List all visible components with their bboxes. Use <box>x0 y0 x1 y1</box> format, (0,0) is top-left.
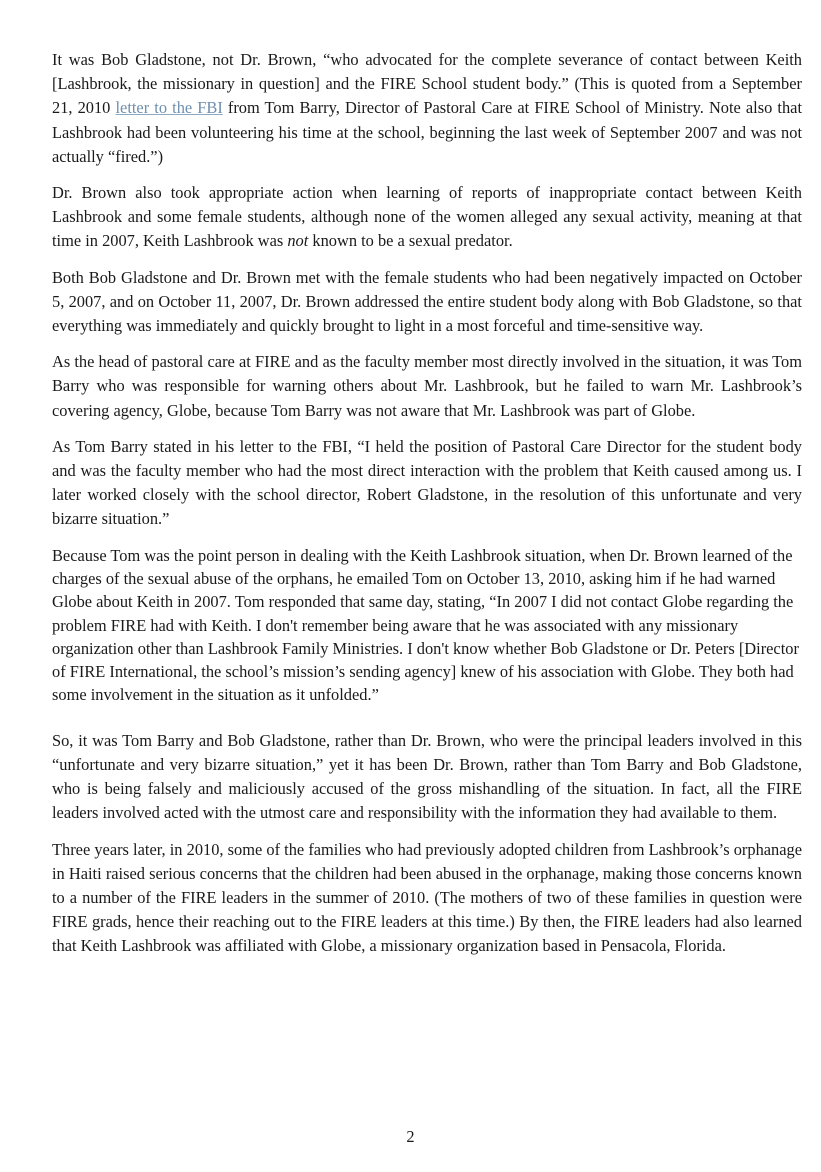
paragraph-7: So, it was Tom Barry and Bob Gladstone, rather than Dr. Brown, who were the principal leaders involved in this “unfortunate and very bizarre situation,” yet it has been Dr. Brown, rather than Tom Barry and Bob Gladstone, who is being falsely and maliciously accused of the gross mishandling of the situation. In fact, all the FIRE leaders involved acted with the utmost care and responsibility with the information they had available to them. <box>52 730 802 823</box>
document-body <box>52 48 802 971</box>
paragraph-1-text-a: It was Bob Gladstone, not Dr. Brown, “who advocated for the complete severance of contact between Keith [Lashbrook, the missionary in question] and the FIRE School student body.” (This is quoted from a September 21, 2010 <box>52 50 802 118</box>
paragraph-6: Because Tom was the point person in dealing with the Keith Lashbrook situation, when Dr. Brown learned of the charges of the sexual abuse of the orphans, he emailed Tom on October 13, 2010, asking him if he had warned Globe about Keith in 2007. Tom responded that same day, stating, “In 2007 I did not contact Globe regarding the problem FIRE had with Keith. I don't remember being aware that he was associated with any missionary organization other than Lashbrook Family Ministries. I don't know whether Bob Gladstone or Dr. Peters [Director of FIRE International, the school’s mission’s sending agency] knew of his association with Globe. They both had some involvement in the situation as it unfolded.” <box>52 545 799 705</box>
paragraph-8: Three years later, in 2010, some of the families who had previously adopted children from Lashbrook’s orphanage in Haiti raised serious concerns that the children had been abused in the orphanage, making those concerns known to a number of the FIRE leaders in the summer of 2010. (The mothers of two of these families in question were FIRE grads, hence their reaching out to the FIRE leaders at this time.) By then, the FIRE leaders had also learned that Keith Lashbrook was affiliated with Globe, a missionary organization based in Pensacola, Florida. <box>52 839 802 956</box>
paragraph-1 <box>52 48 802 169</box>
page-number: 2 <box>406 1127 415 1146</box>
paragraph-1-text-b: from Tom Barry, Director of Pastoral Care at FIRE School of Ministry. Note also that Lashbrook had been volunteering his time at the school, beginning the last week of September 2007 and was not actually “fired.”) <box>52 98 802 166</box>
paragraph-2-text-b: known to be a sexual predator. <box>308 231 513 251</box>
paragraph-3: Both Bob Gladstone and Dr. Brown met with the female students who had been negatively impacted on October 5, 2007, and on October 11, 2007, Dr. Brown addressed the entire student body along with Bob Gladstone, so that everything was immediately and quickly brought to light in a most forceful and time-sensitive way. <box>52 267 802 336</box>
paragraph-2-emphasis: not <box>287 231 309 251</box>
paragraph-4: As the head of pastoral care at FIRE and as the faculty member most directly involved in the situation, it was Tom Barry who was responsible for warning others about Mr. Lashbrook, but he failed to warn Mr. Lashbrook’s covering agency, Globe, because Tom Barry was not aware that Mr. Lashbrook was part of Globe. <box>52 352 802 420</box>
paragraph-5: As Tom Barry stated in his letter to the FBI, “I held the position of Pastoral Care Director for the student body and was the faculty member who had the most direct interaction with the problem that Keith caused among us. I later worked closely with the school director, Robert Gladstone, in the resolution of this unfortunate and very bizarre situation.” <box>52 436 802 529</box>
paragraph-2-text-a: Dr. Brown also took appropriate action when learning of reports of inappropriate contact between Keith Lashbrook and some female students, although none of the women alleged any sexual activity, meaning at that time in 2007, Keith Lashbrook was <box>52 183 802 251</box>
paragraph-2 <box>52 181 802 254</box>
letter-to-fbi-link[interactable]: letter to the FBI <box>115 98 223 118</box>
